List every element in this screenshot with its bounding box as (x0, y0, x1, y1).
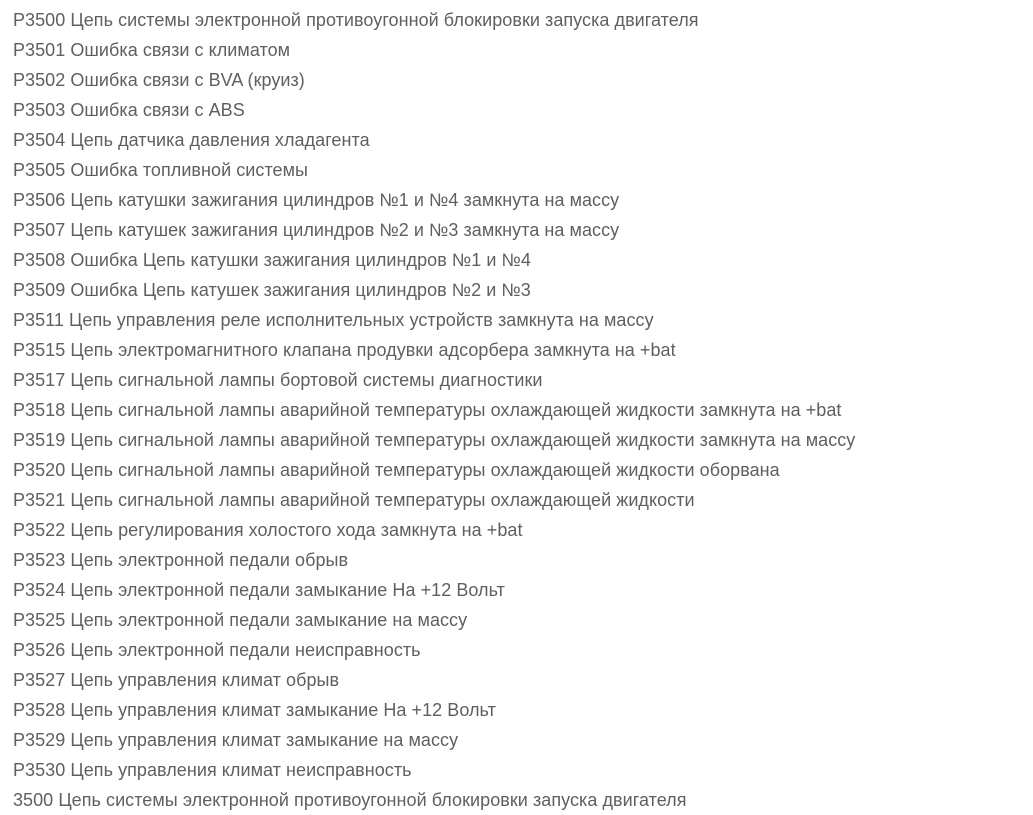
fault-code: P3524 (13, 580, 66, 600)
fault-code: P3523 (13, 550, 66, 570)
fault-code: P3505 (13, 160, 66, 180)
fault-code: P3500 (13, 10, 66, 30)
fault-description: Ошибка Цепь катушек зажигания цилиндров №2 и №3 (70, 280, 531, 300)
fault-description: Цепь управления реле исполнительных устройств замкнута на массу (69, 310, 654, 330)
fault-description: Цепь катушки зажигания цилиндров №1 и №4 замкнута на массу (70, 190, 620, 210)
list-item (13, 545, 855, 575)
list-item (13, 665, 855, 695)
list-item (13, 35, 855, 65)
fault-code: P3525 (13, 610, 66, 630)
fault-description: Цепь электронной педали неисправность (70, 640, 421, 660)
fault-description: Цепь сигнальной лампы аварийной температуры охлаждающей жидкости замкнута на +bat (70, 400, 842, 420)
fault-description: Ошибка топливной системы (70, 160, 309, 180)
fault-code: P3526 (13, 640, 66, 660)
list-item (13, 125, 855, 155)
fault-description: Цепь регулирования холостого хода замкнута на +bat (70, 520, 523, 540)
fault-code: P3504 (13, 130, 66, 150)
fault-description: Цепь катушек зажигания цилиндров №2 и №3 замкнута на массу (70, 220, 620, 240)
fault-description: Цепь управления климат замыкание На +12 Вольт (70, 700, 496, 720)
fault-description: Ошибка связи с климатом (70, 40, 291, 60)
list-item (13, 485, 855, 515)
fault-description: Ошибка связи с BVA (круиз) (70, 70, 305, 90)
fault-description: Цепь сигнальной лампы аварийной температуры охлаждающей жидкости (70, 490, 695, 510)
list-item (13, 395, 855, 425)
list-item (13, 335, 855, 365)
fault-code: P3517 (13, 370, 66, 390)
list-item (13, 65, 855, 95)
fault-description: Цепь электронной педали обрыв (70, 550, 349, 570)
fault-description: Ошибка связи с ABS (70, 100, 245, 120)
fault-code: P3503 (13, 100, 66, 120)
fault-code: P3528 (13, 700, 66, 720)
list-item (13, 455, 855, 485)
fault-description: Цепь управления климат замыкание на массу (70, 730, 459, 750)
fault-description: Цепь сигнальной лампы аварийной температуры охлаждающей жидкости замкнута на массу (70, 430, 856, 450)
list-item (13, 5, 855, 35)
fault-description: Цепь управления климат неисправность (70, 760, 412, 780)
fault-description: Ошибка Цепь катушки зажигания цилиндров №1 и №4 (70, 250, 531, 270)
list-item (13, 305, 855, 335)
list-item (13, 635, 855, 665)
list-item (13, 275, 855, 305)
fault-description: Цепь системы электронной противоугонной блокировки запуска двигателя (70, 10, 699, 30)
fault-code: P3529 (13, 730, 66, 750)
fault-description: Цепь электронной педали замыкание на массу (70, 610, 468, 630)
list-item (13, 215, 855, 245)
fault-description: Цепь электронной педали замыкание На +12 Вольт (70, 580, 505, 600)
list-item (13, 695, 855, 725)
fault-code: P3506 (13, 190, 66, 210)
list-item (13, 725, 855, 755)
list-item (13, 425, 855, 455)
list-item (13, 515, 855, 545)
fault-code: P3501 (13, 40, 66, 60)
fault-code: 3500 (13, 790, 54, 810)
fault-code: P3520 (13, 460, 66, 480)
list-item (13, 785, 855, 815)
fault-description: Цепь электромагнитного клапана продувки адсорбера замкнута на +bat (70, 340, 676, 360)
list-item (13, 605, 855, 635)
fault-code: P3509 (13, 280, 66, 300)
list-item (13, 185, 855, 215)
list-item (13, 575, 855, 605)
fault-code: P3522 (13, 520, 66, 540)
list-item (13, 755, 855, 785)
list-item (13, 95, 855, 125)
list-item (13, 365, 855, 395)
fault-code: P3502 (13, 70, 66, 90)
fault-code: P3515 (13, 340, 66, 360)
fault-code: P3518 (13, 400, 66, 420)
fault-code: P3527 (13, 670, 66, 690)
fault-code-list (13, 5, 855, 815)
fault-code: P3511 (13, 310, 64, 330)
fault-code: P3508 (13, 250, 66, 270)
fault-description: Цепь датчика давления хладагента (70, 130, 370, 150)
fault-description: Цепь управления климат обрыв (70, 670, 340, 690)
fault-description: Цепь системы электронной противоугонной блокировки запуска двигателя (58, 790, 687, 810)
list-item (13, 155, 855, 185)
fault-code: P3519 (13, 430, 66, 450)
fault-description: Цепь сигнальной лампы аварийной температуры охлаждающей жидкости оборвана (70, 460, 780, 480)
list-item (13, 245, 855, 275)
fault-code: P3521 (13, 490, 66, 510)
fault-code: P3530 (13, 760, 66, 780)
fault-code: P3507 (13, 220, 66, 240)
fault-description: Цепь сигнальной лампы бортовой системы диагностики (70, 370, 543, 390)
